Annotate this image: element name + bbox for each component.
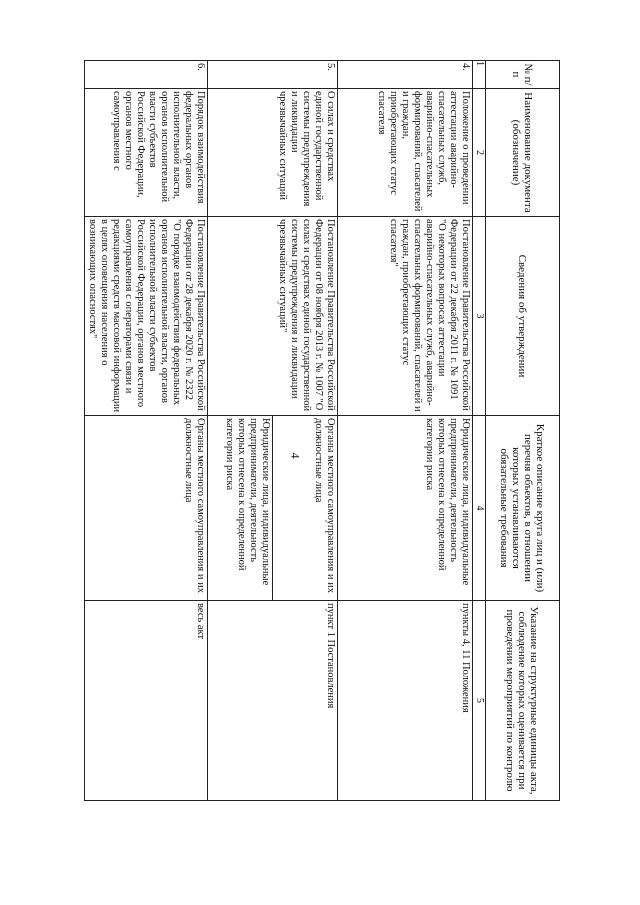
row-number: 6. [85,61,208,89]
structural-units: весь акт [85,601,208,801]
persons-description: Юридические лица, индивидуальные предприниматели, деятельность которых отнесена к определенной категории риска [208,416,273,601]
column-number: 2 [473,89,486,217]
header-structural-units: Указание на структурные единицы акта, соблюдение которых оценивается при проведении мероприятий по контролю [486,601,560,801]
column-number: 1 [473,61,486,89]
persons-description: Органы местного самоуправления и их должностные лица [273,416,338,601]
column-number: 5 [473,601,486,801]
header-document-name: Наименование документа (обозначение) [486,89,560,217]
page-number: 4 [288,452,303,459]
column-number: 3 [473,217,486,416]
approval-info: Постановление Правительства Российской Федерации от 28 декабря 2020 г. № 2322 "О порядке взаимодействия федеральных органов исполнительной власти, органов исполнительной власти субъектов Российской Федерации, органов местного самоуправления с операторами связи и редакциями средств массовой информации в целях оповещения населения о возникающих опасностях" [85,217,208,416]
persons-description: Органы местного самоуправления и их должностные лица [85,416,208,601]
row-number: 4. [338,61,473,89]
table-row [85,61,208,801]
structural-units: пункты 4, 11 Положения [338,601,473,801]
table-row [273,61,338,801]
column-number-row [473,61,486,801]
approval-info: Постановление Правительства Российской Федерации от 22 декабря 2011 г. № 1091 "О некоторых вопросах аттестации аварийно-спасательных служб, аварийно-спасательных формирований, спасателей и граждан, приобретающих статус спасателя" [338,217,473,416]
table-row [338,61,473,801]
approval-info: Постановление Правительства Российской Федерации от 08 ноября 2013 г. № 1007 "О силах и средствах единой государственной системы предупреждения и ликвидации чрезвычайных ситуаций" [208,217,338,416]
structural-units: пункт 1 Постановления [208,601,338,801]
document-name: О силах и средствах единой государственной системы предупреждения и ликвидации чрезвычайных ситуаций [208,89,338,217]
regulations-table [84,60,560,801]
column-number: 4 [473,416,486,601]
document-name: Положение о проведении аттестации аварийно-спасательных служб, аварийно-спасательных формирований, спасателей и граждан, приобретающих статус спасателя [338,89,473,217]
header-approval: Сведения об утверждении [486,217,560,416]
table-header-row [486,61,560,801]
persons-description: Юридические лица, индивидуальные предприниматели, деятельность которых отнесена к определенной категории риска [338,416,473,601]
header-persons: Краткое описание круга лиц и (или) перечня объектов, в отношении которых устанавливаются обязательные требования [486,416,560,601]
row-number: 5. [208,61,338,89]
header-number: № п/п [486,61,560,89]
document-name: Порядок взаимодействия федеральных органов исполнительной власти, органов исполнительной власти субъектов Российской Федерации, органов местного самоуправления с [85,89,208,217]
rotated-document-body [87,60,560,800]
